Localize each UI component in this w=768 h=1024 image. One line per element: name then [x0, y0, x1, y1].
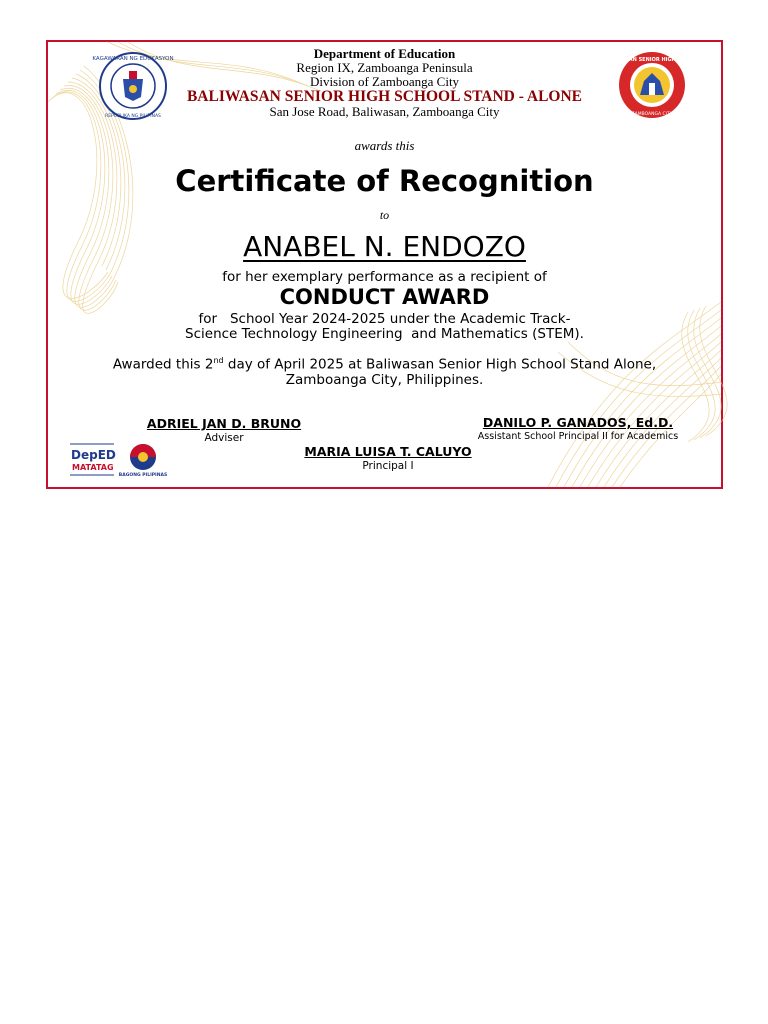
svg-text:KAGAWARAN NG EDUKASYON: KAGAWARAN NG EDUKASYON — [92, 56, 174, 62]
department-name: Department of Education — [313, 46, 456, 61]
certificate — [46, 40, 723, 489]
adviser-role: Adviser — [204, 432, 244, 444]
assistant-principal-name — [458, 415, 698, 430]
svg-text:DepED: DepED — [71, 448, 116, 462]
svg-text:REPUBLIKA NG PILIPINAS: REPUBLIKA NG PILIPINAS — [105, 114, 161, 119]
recipient-name-text: ANABEL N. ENDOZO — [243, 230, 526, 263]
award-name: CONDUCT AWARD — [279, 285, 490, 309]
principal-name-text: MARIA LUISA T. CALUYO — [304, 444, 472, 459]
division-name: Division of Zamboanga City — [309, 74, 460, 89]
adviser-name — [124, 416, 324, 431]
performance-text: for her exemplary performance as a recipient of — [222, 269, 547, 285]
awarded-post: day of April 2025 at Baliwasan Senior High School Stand Alone, — [223, 356, 657, 373]
to-text: to — [379, 208, 390, 222]
svg-text:MATATAG: MATATAG — [72, 463, 114, 472]
deped-matatag-logo-icon — [70, 442, 114, 478]
svg-text:BAGONG PILIPINAS: BAGONG PILIPINAS — [118, 473, 168, 478]
region-name: Region IX, Zamboanga Peninsula — [296, 60, 473, 75]
school-name: BALIWASAN SENIOR HIGH SCHOOL STAND - ALONE — [186, 88, 583, 105]
assistant-principal-role: Assistant School Principal II for Academics — [477, 431, 679, 442]
svg-text:ZAMBOANGA CITY: ZAMBOANGA CITY — [631, 112, 673, 117]
principal-role: Principal I — [362, 460, 414, 472]
svg-text:BALIWASAN SENIOR HIGH SCHOOL: BALIWASAN SENIOR HIGH SCHOOL — [603, 57, 701, 63]
awarded-suffix: nd — [213, 356, 224, 365]
adviser-name-text: ADRIEL JAN D. BRUNO — [146, 416, 302, 431]
school-year-line-1: for School Year 2024-2025 under the Academic Track- — [198, 311, 571, 327]
principal-name — [278, 444, 498, 459]
recipient-name — [48, 230, 721, 263]
assistant-principal-name-text: DANILO P. GANADOS, Ed.D. — [482, 415, 674, 430]
awarded-line-1 — [48, 356, 721, 373]
awards-this-text: awards this — [354, 138, 415, 153]
awarded-pre: Awarded this 2 — [112, 356, 214, 373]
school-address: San Jose Road, Baliwasan, Zamboanga City — [269, 104, 500, 119]
awarded-line-2: Zamboanga City, Philippines. — [285, 372, 484, 388]
bagong-pilipinas-logo-icon — [118, 442, 168, 478]
certificate-title: Certificate of Recognition — [175, 164, 594, 198]
school-year-line-2: Science Technology Engineering and Mathematics (STEM). — [185, 326, 584, 342]
